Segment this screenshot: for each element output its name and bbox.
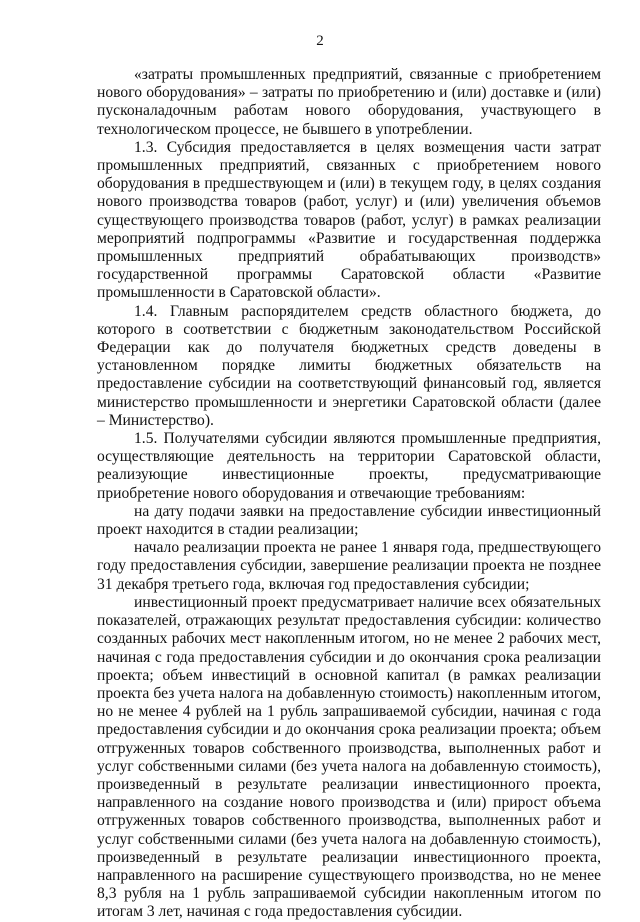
paragraph-1-5: 1.5. Получателями субсидии являются промышленные предприятия, осуществляющие деятельность на территории Саратовской области, реализующие инвестиционные проекты, предусматривающие приобретение нового оборудования и отвечающие требованиям: — [97, 430, 601, 502]
paragraph-1-4: 1.4. Главным распорядителем средств областного бюджета, до которого в соответствии с бюджетным законодательством Российской Федерации как до получателя бюджетных средств доведены в установленном порядке лимиты бюджетных обязательств на предоставление субсидии на соответствующий финансовый год, является министерство промышленности и энергетики Саратовской области (далее – Министерство). — [97, 302, 601, 429]
paragraph-1-3: 1.3. Субсидия предоставляется в целях возмещения части затрат промышленных предприятий, связанных с приобретением нового оборудования в предшествующем и (или) в текущем году, в целях создания нового производства товаров (работ, услуг) и (или) увеличения объемов существующего производства товаров (работ, услуг) в рамках реализации мероприятий подпрограммы «Развитие и государственная поддержка промышленных предприятий обрабатывающих производств» государственной программы Саратовской области «Развитие промышленности в Саратовской области». — [97, 138, 601, 302]
document-body — [97, 66, 601, 922]
requirement-timing: начало реализации проекта не ранее 1 января года, предшествующего году предоставления субсидии, завершение реализации проекта не позднее 31 декабря третьего года, включая год предоставления субсидии; — [97, 539, 601, 593]
requirement-stage: на дату подачи заявки на предоставление субсидии инвестиционный проект находится в стадии реализации; — [97, 502, 601, 539]
page-number: 2 — [316, 33, 324, 49]
paragraph-definition: «затраты промышленных предприятий, связанные с приобретением нового оборудования» – затраты по приобретению и (или) доставке и (или) пусконаладочным работам нового оборудования, участвующего в технологическом процессе, не бывшего в употреблении. — [97, 66, 601, 138]
requirement-indicators: инвестиционный проект предусматривает наличие всех обязательных показателей, отражающих результат предоставления субсидии: количество созданных рабочих мест накопленным итогом, но не менее 2 рабочих мест, начиная с года предоставления субсидии и до окончания срока реализации проекта; объем инвестиций в основной капитал (в рамках реализации проекта без учета налога на добавленную стоимость) накопленным итогом, но не менее 4 рублей на 1 рубль запрашиваемой субсидии, начиная с года предоставления субсидии и до окончания срока реализации проекта; объем отгруженных товаров собственного производства, выполненных работ и услуг собственными силами (без учета налога на добавленную стоимость), произведенный в результате реализации инвестиционного проекта, направленного на создание нового производства и (или) прирост объема отгруженных товаров собственного производства, выполненных работ и услуг собственными силами (без учета налога на добавленную стоимость), произведенный в результате реализации инвестиционного проекта, направленного на расширение существующего производства, но не менее 8,3 рубля на 1 рубль запрашиваемой субсидии накопленным итогом по итогам 3 лет, начиная с года предоставления субсидии. — [97, 593, 601, 921]
